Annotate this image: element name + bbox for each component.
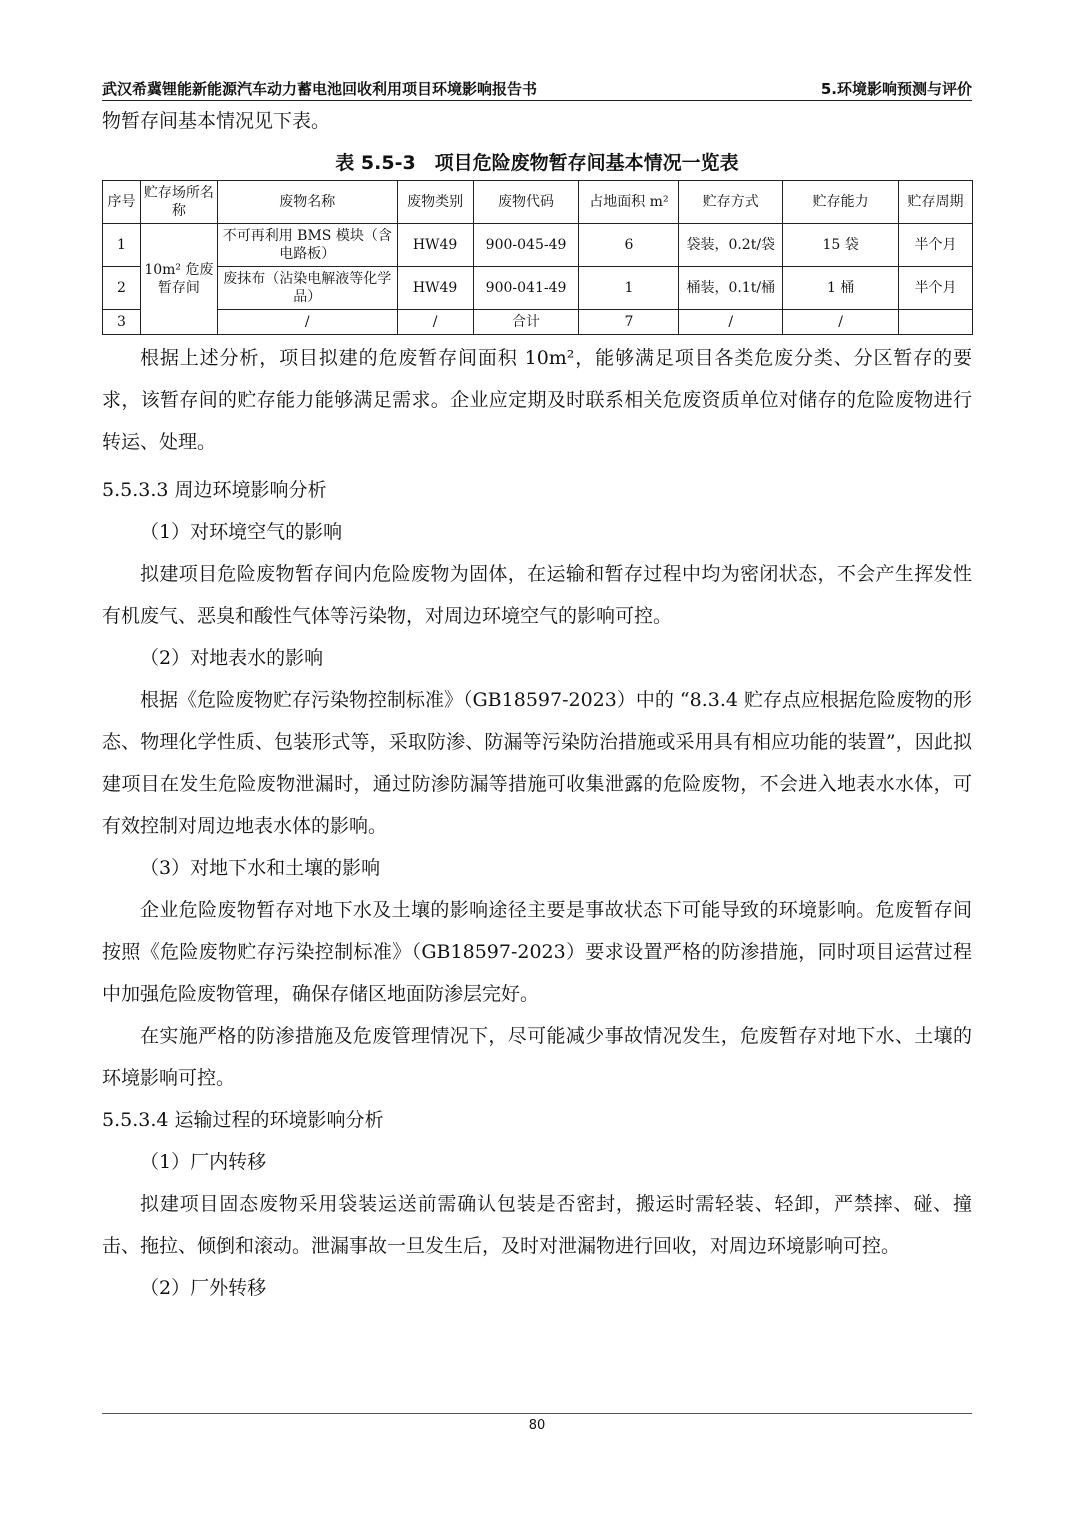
cell-no: 1 (103, 224, 141, 267)
subheading-air: （1）对环境空气的影响 (140, 521, 343, 543)
table-row (103, 310, 973, 335)
subheading-groundwater-soil: （3）对地下水和土壤的影响 (140, 857, 381, 879)
cell-no: 2 (103, 267, 141, 310)
cell-name: 不可再利用 BMS 模块（含电路板） (217, 224, 397, 267)
cell-area: 7 (579, 310, 679, 335)
table-row (103, 267, 973, 310)
paragraph-storage-capacity: 根据上述分析，项目拟建的危废暂存间面积 10m²，能够满足项目各类危废分类、分区暂存的要求，该暂存间的贮存能力能够满足需求。企业应定期及时联系相关危废资质单位对储存的危险废物进行转运、处理。 (102, 347, 972, 453)
table-header-row (103, 181, 973, 224)
th-period: 贮存周期 (899, 181, 973, 224)
cell-place-merged: 10m² 危废暂存间 (140, 224, 217, 335)
section-heading-transport: 5.5.3.4 运输过程的环境影响分析 (102, 1109, 384, 1131)
subheading-external-transfer: （2）厂外转移 (140, 1277, 267, 1299)
page-number: 80 (528, 1418, 546, 1433)
table-caption: 表 5.5-3 项目危险废物暂存间基本情况一览表 (335, 152, 739, 174)
header-document-title: 武汉希冀锂能新能源汽车动力蓄电池回收利用项目环境影响报告书 (102, 80, 538, 98)
th-capacity: 贮存能力 (783, 181, 899, 224)
cell-name: / (217, 310, 397, 335)
footer-divider (102, 1413, 972, 1414)
cell-category: HW49 (397, 267, 473, 310)
intro-line: 物暂存间基本情况见下表。 (102, 110, 331, 132)
th-code: 废物代码 (473, 181, 579, 224)
th-place: 贮存场所名称 (140, 181, 217, 224)
subheading-internal-transfer: （1）厂内转移 (140, 1151, 267, 1173)
cell-capacity: / (783, 310, 899, 335)
cell-area: 6 (579, 224, 679, 267)
intro-paragraph (102, 100, 972, 142)
cell-method: 桶装，0.1t/桶 (679, 267, 783, 310)
cell-method: / (679, 310, 783, 335)
paragraph-groundwater-soil: 企业危险废物暂存对地下水及土壤的影响途径主要是事故状态下可能导致的环境影响。危废暂存间按照《危险废物贮存污染控制标准》（GB18597-2023）要求设置严格的防渗措施，同时项目运营过程中加强危险废物管理，确保存储区地面防渗层完好。 (102, 899, 972, 1005)
cell-period (899, 310, 973, 335)
paragraph-air: 拟建项目危险废物暂存间内危险废物为固体，在运输和暂存过程中均为密闭状态，不会产生挥发性有机废气、恶臭和酸性气体等污染物，对周边环境空气的影响可控。 (102, 563, 972, 627)
paragraph-control-measures: 在实施严格的防渗措施及危废管理情况下，尽可能减少事故情况发生，危废暂存对地下水、土壤的环境影响可控。 (102, 1025, 972, 1089)
cell-capacity: 1 桶 (783, 267, 899, 310)
cell-code: 合计 (473, 310, 579, 335)
th-area: 占地面积 m² (579, 181, 679, 224)
th-method: 贮存方式 (679, 181, 783, 224)
cell-no: 3 (103, 310, 141, 335)
subheading-surface-water: （2）对地表水的影响 (140, 647, 324, 669)
cell-capacity: 15 袋 (783, 224, 899, 267)
th-category: 废物类别 (397, 181, 473, 224)
th-name: 废物名称 (217, 181, 397, 224)
table-row (103, 224, 973, 267)
main-content (102, 337, 972, 1309)
cell-category: HW49 (397, 224, 473, 267)
cell-period: 半个月 (899, 267, 973, 310)
hazardous-waste-table (102, 180, 973, 335)
paragraph-internal-transfer: 拟建项目固态废物采用袋装运送前需确认包装是否密封，搬运时需轻装、轻卸，严禁摔、碰、撞击、拖拉、倾倒和滚动。泄漏事故一旦发生后，及时对泄漏物进行回收，对周边环境影响可控。 (102, 1193, 972, 1257)
cell-method: 袋装，0.2t/袋 (679, 224, 783, 267)
cell-category: / (397, 310, 473, 335)
cell-name: 废抹布（沾染电解液等化学品） (217, 267, 397, 310)
header-chapter-title: 5.环境影响预测与评价 (820, 80, 972, 98)
cell-area: 1 (579, 267, 679, 310)
page-header (102, 74, 972, 101)
cell-code: 900-045-49 (473, 224, 579, 267)
cell-code: 900-041-49 (473, 267, 579, 310)
th-no: 序号 (103, 181, 141, 224)
cell-period: 半个月 (899, 224, 973, 267)
section-heading-surrounding-impact: 5.5.3.3 周边环境影响分析 (102, 479, 327, 501)
paragraph-surface-water: 根据《危险废物贮存污染物控制标准》（GB18597-2023）中的 “8.3.4 贮存点应根据危险废物的形态、物理化学性质、包装形式等，采取防渗、防漏等污染防治措施或采用具有相应功能的装置”，因此拟建项目在发生危险废物泄漏时，通过防渗防漏等措施可收集泄露的危险废物，不会进入地表水水体，可有效控制对周边地表水体的影响。 (102, 689, 972, 837)
